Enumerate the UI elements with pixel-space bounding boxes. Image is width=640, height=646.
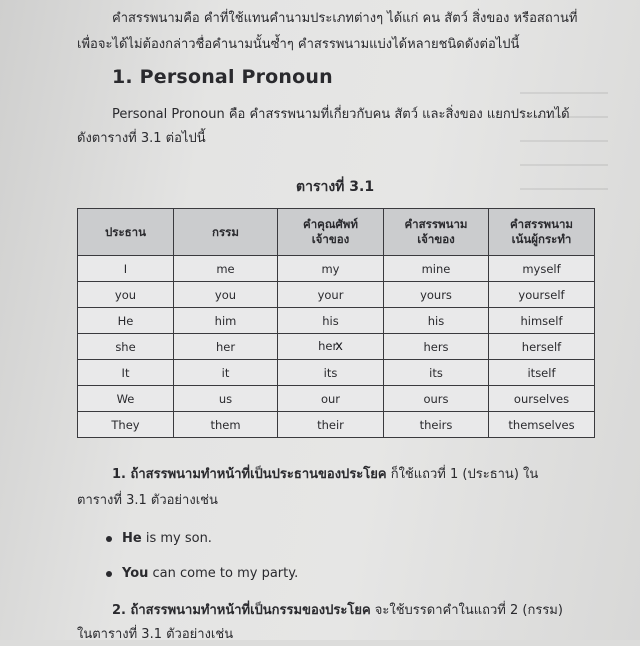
header-possessive-pronoun-line-2: เจ้าของ [417, 232, 455, 246]
header-reflexive-pronoun-line-1: คำสรรพนาม [509, 217, 573, 231]
table-cell: you [174, 282, 278, 308]
table-cell: our [278, 386, 384, 412]
example-2-bold: You [122, 566, 149, 581]
table-cell: its [278, 360, 384, 386]
rule-1-line-1 [112, 464, 538, 486]
table-header-row [78, 209, 595, 256]
table-cell: herself [489, 334, 595, 360]
table-cell: He [78, 308, 174, 334]
show-through-text [520, 70, 630, 220]
rule-1-bold: 1. ถ้าสรรพนามทำหน้าที่เป็นประธานของประโยค [112, 467, 387, 482]
table-cell: his [278, 308, 384, 334]
table-cell: ourselves [489, 386, 595, 412]
rule-2-line-2: ในตารางที่ 3.1 ตัวอย่างเช่น [77, 627, 234, 642]
table-row [78, 360, 595, 386]
header-possessive-adjective-line-2: เจ้าของ [311, 232, 350, 246]
table-cell: them [174, 412, 278, 438]
rule-2-rest: จะใช้บรรดาคำในแถวที่ 2 (กรรม) [370, 603, 563, 618]
table-cell: theirs [384, 412, 489, 438]
table-cell: itself [489, 360, 595, 386]
header-object [174, 209, 278, 256]
table-cell: himself [489, 308, 595, 334]
section-heading: 1. Personal Pronoun [112, 66, 333, 88]
table-cell: it [174, 360, 278, 386]
example-2-rest: can come to my party. [148, 566, 299, 581]
pen-correction-mark: x [335, 339, 343, 354]
table-cell-text: her [318, 339, 338, 353]
rule-1-line-2: ตารางที่ 3.1 ตัวอย่างเช่น [77, 493, 218, 508]
table-cell: ours [384, 386, 489, 412]
header-possessive-adjective [278, 209, 384, 256]
header-subject-label: ประธาน [105, 224, 146, 239]
bullet-icon [106, 571, 112, 577]
table-cell: us [174, 386, 278, 412]
table-cell: her [174, 334, 278, 360]
table-cell: myself [489, 256, 595, 282]
table-cell: They [78, 412, 174, 438]
table-cell: themselves [489, 412, 595, 438]
header-possessive-pronoun-line-1: คำสรรพนาม [404, 217, 468, 231]
table-cell: your [278, 282, 384, 308]
table-row [78, 334, 595, 360]
rule-2-line-1 [112, 600, 563, 622]
header-reflexive-pronoun-line-2: เน้นผู้กระทำ [511, 232, 572, 246]
table-caption: ตารางที่ 3.1 [296, 179, 375, 195]
table-cell: its [384, 360, 489, 386]
header-possessive-adjective-line-1: คำคุณศัพท์ [303, 217, 358, 231]
table-row [78, 412, 595, 438]
rule-1-rest: ก็ใช้แถวที่ 1 (ประธาน) ใน [386, 467, 539, 482]
table-cell: she [78, 334, 174, 360]
definition-line-1: Personal Pronoun คือ คำสรรพนามที่เกี่ยวกับคน สัตว์ และสิ่งของ แยกประเภทได้ [112, 107, 570, 122]
example-1-rest: is my son. [141, 531, 212, 546]
table-cell: him [174, 308, 278, 334]
table-cell: me [174, 256, 278, 282]
header-reflexive-pronoun [489, 209, 595, 256]
table-cell: I [78, 256, 174, 282]
header-possessive-pronoun [384, 209, 489, 256]
table-cell: mine [384, 256, 489, 282]
table-cell-corrected [278, 334, 384, 360]
intro-line-2: เพื่อจะได้ไม่ต้องกล่าวชื่อคำนามนั้นซ้ำๆ คำสรรพนามแบ่งได้หลายชนิดดังต่อไปนี้ [77, 37, 520, 52]
table-cell: We [78, 386, 174, 412]
table-cell: you [78, 282, 174, 308]
table-row [78, 282, 595, 308]
header-subject [78, 209, 174, 256]
table-cell: yourself [489, 282, 595, 308]
table-cell: hers [384, 334, 489, 360]
table-cell: his [384, 308, 489, 334]
table-row [78, 256, 595, 282]
table-cell: It [78, 360, 174, 386]
intro-line-1: คำสรรพนามคือ คำที่ใช้แทนคำนามประเภทต่างๆ ได้แก่ คน สัตว์ สิ่งของ หรือสถานที่ [112, 11, 578, 26]
rule-2-bold: 2. ถ้าสรรพนามทำหน้าที่เป็นกรรมของประโยค [112, 603, 371, 618]
header-object-label: กรรม [212, 224, 239, 239]
example-1 [106, 531, 212, 546]
table-row [78, 308, 595, 334]
pronoun-table [77, 208, 595, 438]
table-row [78, 386, 595, 412]
table-cell: my [278, 256, 384, 282]
example-1-bold: He [122, 531, 142, 546]
table-cell: yours [384, 282, 489, 308]
example-2 [106, 566, 298, 581]
table-cell: their [278, 412, 384, 438]
definition-line-2: ดังตารางที่ 3.1 ต่อไปนี้ [77, 131, 206, 146]
bullet-icon [106, 536, 112, 542]
